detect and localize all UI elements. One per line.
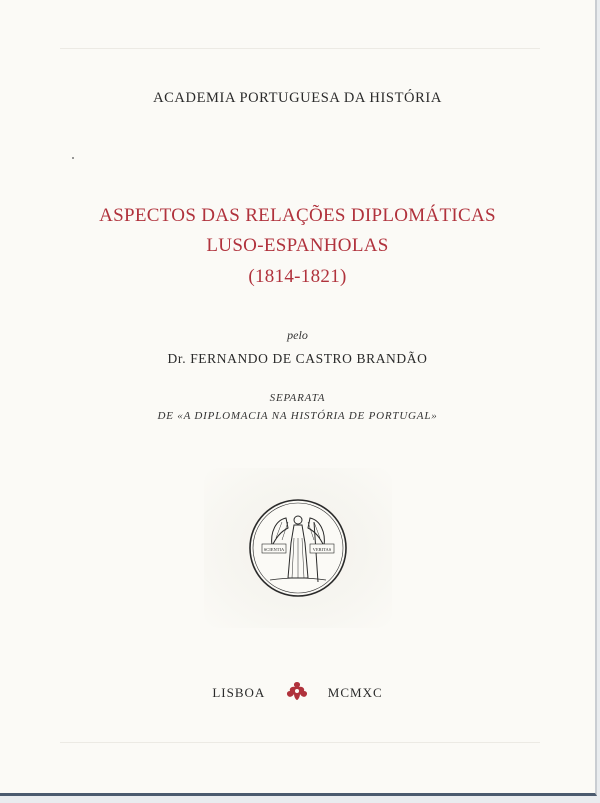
title-line-1: ASPECTOS DAS RELAÇÕES DIPLOMÁTICAS [99, 205, 496, 226]
paper-fold-line [60, 48, 540, 49]
printer-mark-icon [284, 680, 310, 706]
author-name: Dr. FERNANDO DE CASTRO BRANDÃO [167, 351, 428, 366]
svg-text:SCIENTIA: SCIENTIA [263, 547, 285, 552]
title-line-2: LUSO-ESPANHOLAS [206, 235, 389, 256]
imprint-year: MCMXC [327, 685, 383, 700]
paper-fold-line [60, 742, 540, 743]
separata-source: DE «A DIPLOMACIA NA HISTÓRIA DE PORTUGAL» [157, 410, 438, 422]
imprint-place: LISBOA [212, 685, 266, 700]
institution-name: ACADEMIA PORTUGUESA DA HISTÓRIA [153, 90, 442, 106]
svg-text:VERITAS: VERITAS [312, 547, 332, 552]
title-line-3: (1814-1821) [248, 266, 347, 287]
academy-seal-icon [248, 498, 348, 598]
separata-label: SEPARATA [269, 392, 326, 404]
imprint-line [0, 680, 595, 706]
byline-pelo: pelo [287, 328, 308, 342]
paper-speck [72, 157, 74, 159]
